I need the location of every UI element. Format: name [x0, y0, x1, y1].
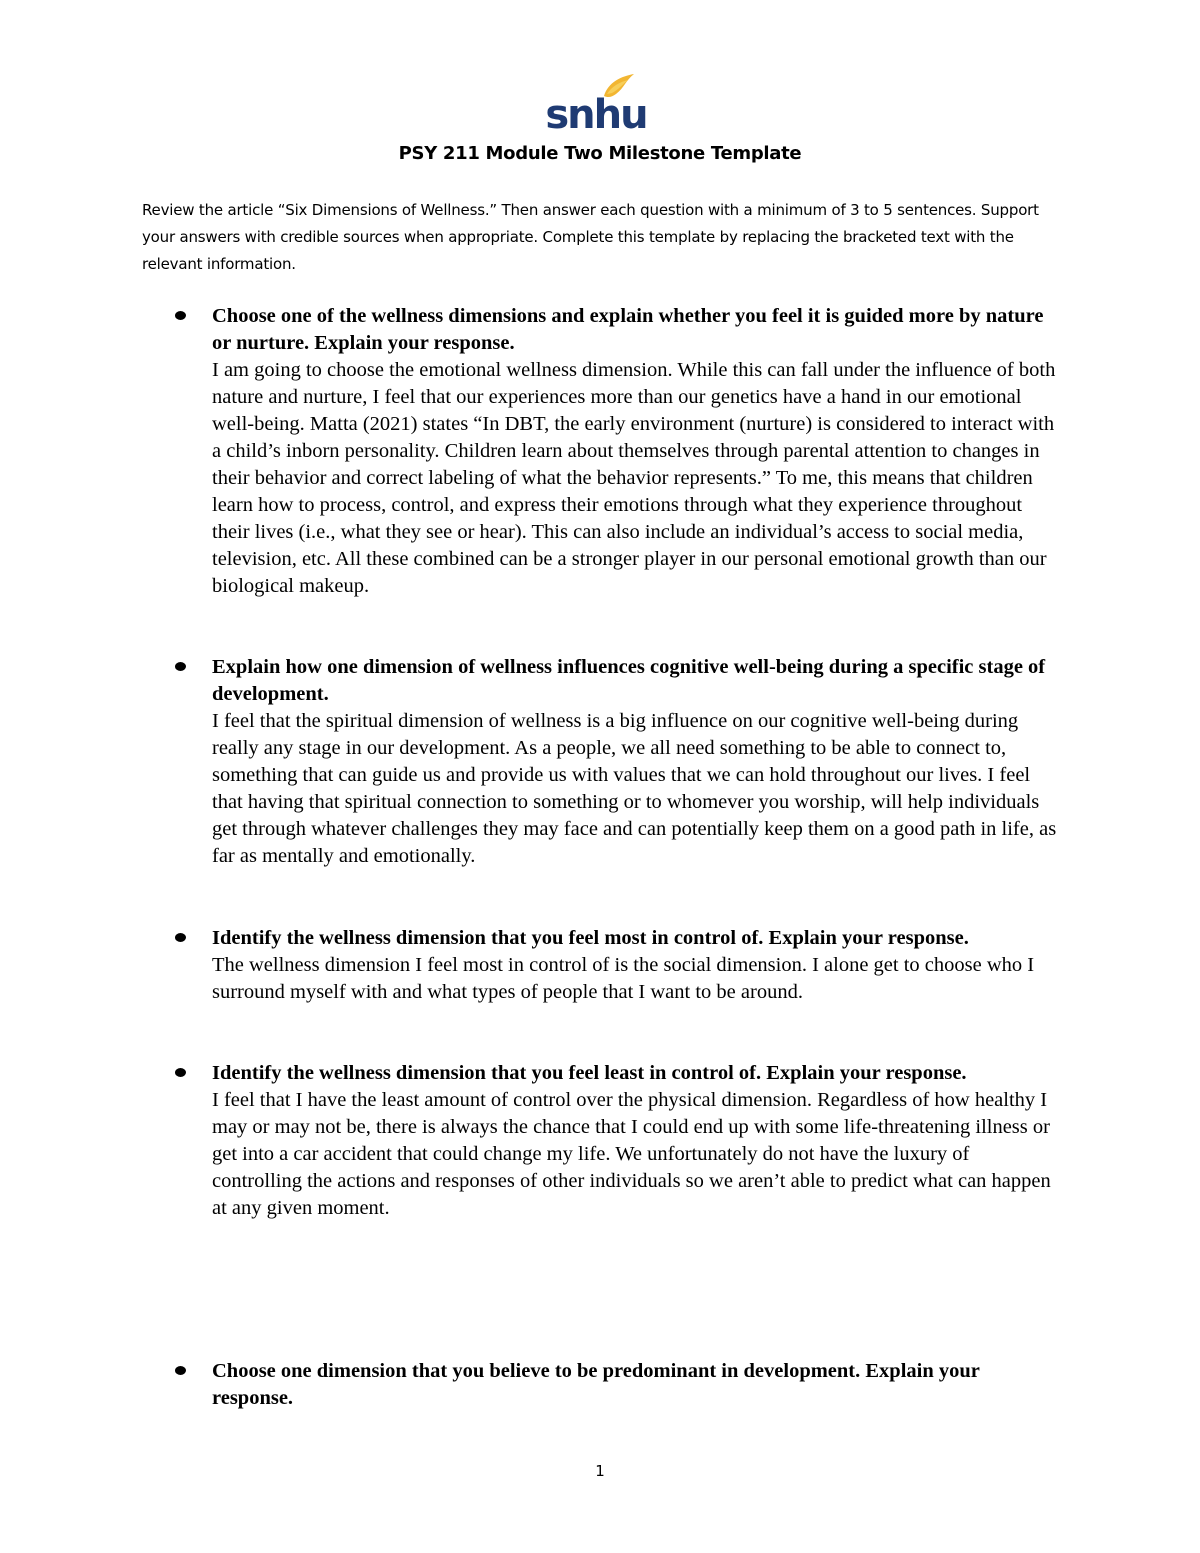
answer-text: The wellness dimension I feel most in control of is the social dimension. I alone get to choose who I surround myself with and what types of people that I want to be around.	[212, 954, 1035, 1003]
document-title: PSY 211 Module Two Milestone Template	[398, 143, 802, 164]
answer-text: I feel that I have the least amount of control over the physical dimension. Regardless of how healthy I may or may not be, there is always the chance that I could end up with some life-threatening illness or get into a car accident that could change my life. We unfortunately do not have the luxury of controlling the actions and responses of other individuals so we aren’t able to predict what can happen at any given moment.	[212, 1089, 1051, 1219]
question-prompt: Choose one dimension that you believe to be predominant in development. Explain your response.	[212, 1360, 980, 1409]
answer-text: I am going to choose the emotional wellness dimension. While this can fall under the influence of both nature and nurture, I feel that our experiences more than our genetics have a hand in our emotional well-being. Matta (2021) states “In DBT, the early environment (nurture) is considered to interact with a child’s inborn personality. Children learn about themselves through parental attention to changes in their behavior and correct labeling of what the behavior represents.” To me, this means that children learn how to process, control, and express their emotions through what they experience throughout their lives (i.e., what they see or hear). This can also include an individual’s access to social media, television, etc. All these combined can be a stronger player in our personal emotional growth than our biological makeup.	[212, 359, 1056, 597]
bullet-icon	[175, 1068, 186, 1077]
logo-wordmark: snhu	[545, 92, 647, 138]
question-item-3	[212, 925, 1062, 1006]
instructions-paragraph: Review the article “Six Dimensions of Wellness.” Then answer each question with a minimum of 3 to 5 sentences. Support your answers with credible sources when appropriate. Complete this template by replacing the bracketed text with the relevant information.	[142, 201, 1039, 273]
question-item-5	[212, 1358, 1062, 1412]
bullet-icon	[175, 933, 186, 942]
bullet-icon	[175, 1366, 186, 1375]
page-number: 1	[595, 1462, 605, 1480]
bullet-icon	[175, 311, 186, 320]
question-prompt: Choose one of the wellness dimensions and explain whether you feel it is guided more by nature or nurture. Explain your response.	[212, 305, 1044, 354]
question-prompt: Explain how one dimension of wellness influences cognitive well-being during a specific stage of development.	[212, 656, 1046, 705]
question-item-2	[212, 654, 1062, 870]
question-item-4	[212, 1060, 1062, 1222]
question-prompt: Identify the wellness dimension that you feel least in control of. Explain your response.	[212, 1062, 967, 1084]
answer-text: I feel that the spiritual dimension of wellness is a big influence on our cognitive well-being during really any stage in our development. As a people, we all need something to be able to connect to, something that can guide us and provide us with values that we can hold throughout our lives. I feel that having that spiritual connection to something or to whomever you worship, will help individuals get through whatever challenges they may face and can potentially keep them on a good path in life, as far as mentally and emotionally.	[212, 710, 1057, 867]
bullet-icon	[175, 662, 186, 671]
question-item-1	[212, 303, 1062, 600]
question-prompt: Identify the wellness dimension that you feel most in control of. Explain your response.	[212, 927, 969, 949]
